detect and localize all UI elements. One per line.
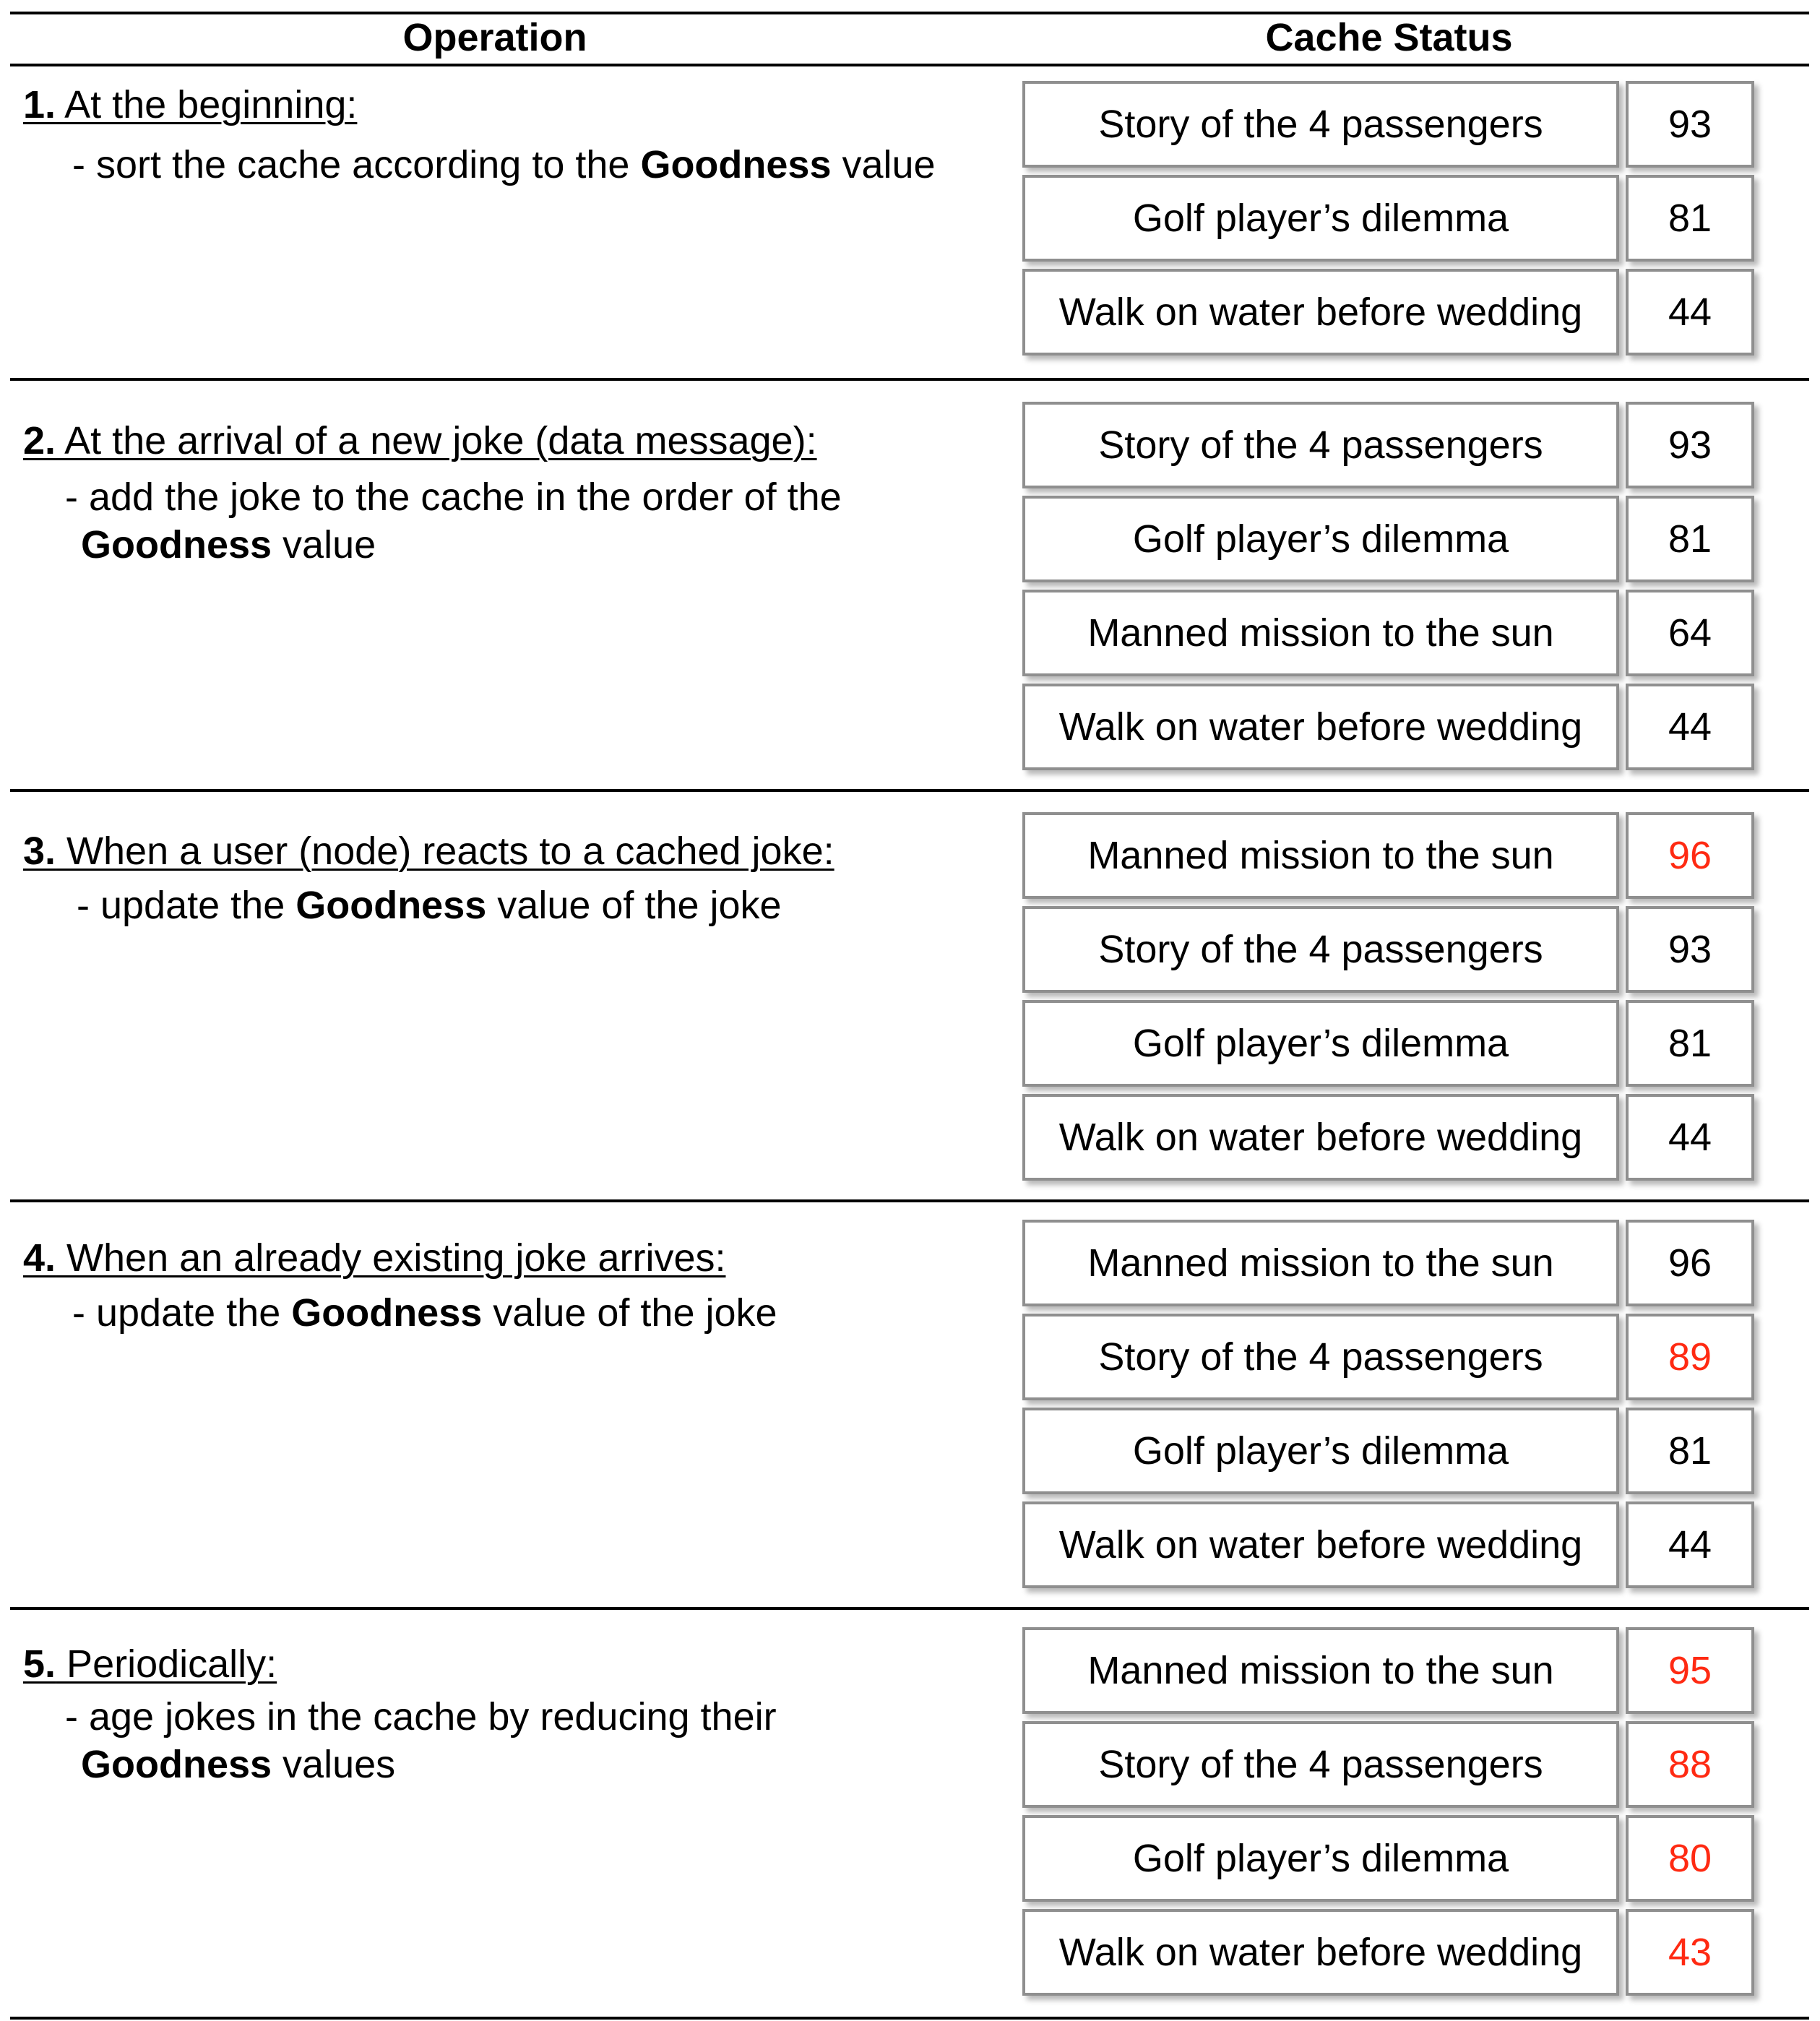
joke-name-cell: Walk on water before wedding (1022, 269, 1619, 355)
cache-entry (1022, 1000, 1756, 1094)
cache-entry (1022, 1627, 1756, 1721)
joke-name-cell: Manned mission to the sun (1022, 812, 1619, 899)
goodness-value-cell: 95 (1626, 1627, 1754, 1714)
operation-title-text: When an already existing joke arrives: (56, 1236, 726, 1280)
operation-title-text: When a user (node) reacts to a cached joke: (56, 829, 834, 873)
goodness-value-cell: 96 (1626, 812, 1754, 899)
description-text: - age jokes in the cache by reducing their (65, 1695, 777, 1738)
description-text: values (272, 1743, 396, 1786)
cache-entry (1022, 906, 1756, 1000)
description-line (65, 1741, 777, 1788)
description-line (72, 141, 936, 189)
row-divider-rule (10, 378, 1809, 381)
cache-entry (1022, 590, 1756, 684)
goodness-value-cell: 43 (1626, 1909, 1754, 1996)
cache-entry (1022, 1408, 1756, 1501)
operation-description (72, 1289, 777, 1337)
goodness-term: Goodness (291, 1291, 483, 1335)
joke-name-cell: Golf player’s dilemma (1022, 1000, 1619, 1087)
goodness-value-cell: 81 (1626, 1000, 1754, 1087)
cache-entry (1022, 684, 1756, 777)
operation-number: 4. (23, 1236, 56, 1280)
operation-description (72, 141, 936, 189)
cache-entry (1022, 175, 1756, 269)
goodness-value-cell: 89 (1626, 1314, 1754, 1400)
goodness-value-cell: 88 (1626, 1721, 1754, 1808)
goodness-term: Goodness (81, 523, 272, 566)
cache-status-list (1022, 812, 1756, 1188)
goodness-value-cell: 64 (1626, 590, 1754, 676)
cache-entry (1022, 1314, 1756, 1408)
description-text: - sort the cache according to the (72, 143, 641, 186)
row-divider-rule (10, 1199, 1809, 1202)
joke-name-cell: Story of the 4 passengers (1022, 81, 1619, 168)
operation-title (23, 826, 834, 876)
joke-name-cell: Golf player’s dilemma (1022, 175, 1619, 262)
description-line (65, 521, 842, 569)
cache-entry (1022, 1220, 1756, 1314)
goodness-value-cell: 93 (1626, 402, 1754, 488)
joke-name-cell: Story of the 4 passengers (1022, 1314, 1619, 1400)
joke-name-cell: Manned mission to the sun (1022, 1627, 1619, 1714)
operation-title (23, 415, 817, 466)
cache-entry (1022, 1909, 1756, 2003)
description-text: value (272, 523, 376, 566)
joke-name-cell: Manned mission to the sun (1022, 590, 1619, 676)
operation-title (23, 1233, 726, 1283)
cache-status-list (1022, 81, 1756, 363)
joke-name-cell: Story of the 4 passengers (1022, 402, 1619, 488)
cache-status-list (1022, 1220, 1756, 1595)
cache-entry (1022, 1721, 1756, 1815)
cache-entry (1022, 269, 1756, 363)
goodness-value-cell: 93 (1626, 906, 1754, 993)
description-text: - update the (77, 884, 296, 927)
goodness-term: Goodness (81, 1743, 272, 1786)
cache-entry (1022, 1501, 1756, 1595)
goodness-value-cell: 96 (1626, 1220, 1754, 1306)
operation-description (65, 473, 842, 569)
description-line (65, 1693, 777, 1741)
description-line (77, 882, 782, 929)
joke-name-cell: Walk on water before wedding (1022, 1909, 1619, 1996)
goodness-value-cell: 93 (1626, 81, 1754, 168)
description-text: value of the joke (486, 884, 782, 927)
joke-name-cell: Story of the 4 passengers (1022, 906, 1619, 993)
goodness-value-cell: 80 (1626, 1815, 1754, 1902)
row-divider-rule (10, 789, 1809, 792)
row-divider-rule (10, 1607, 1809, 1610)
operation-number: 1. (23, 83, 56, 126)
operation-number: 2. (23, 419, 56, 462)
joke-name-cell: Walk on water before wedding (1022, 684, 1619, 770)
description-line (65, 473, 842, 521)
joke-name-cell: Walk on water before wedding (1022, 1094, 1619, 1181)
cache-entry (1022, 812, 1756, 906)
row-divider-rule (10, 2017, 1809, 2020)
cache-entry (1022, 402, 1756, 496)
joke-name-cell: Golf player’s dilemma (1022, 1408, 1619, 1494)
cache-entry (1022, 1094, 1756, 1188)
goodness-value-cell: 81 (1626, 496, 1754, 582)
goodness-value-cell: 44 (1626, 269, 1754, 355)
operation-title (23, 79, 357, 130)
goodness-value-cell: 81 (1626, 175, 1754, 262)
cache-entry (1022, 496, 1756, 590)
goodness-value-cell: 44 (1626, 1094, 1754, 1181)
goodness-value-cell: 81 (1626, 1408, 1754, 1494)
joke-name-cell: Story of the 4 passengers (1022, 1721, 1619, 1808)
description-text: - add the joke to the cache in the order of the (65, 475, 842, 519)
operation-description (77, 882, 782, 929)
operation-description (65, 1693, 777, 1788)
operation-title-text: At the beginning: (56, 83, 358, 126)
joke-name-cell: Golf player’s dilemma (1022, 496, 1619, 582)
operation-title-text: At the arrival of a new joke (data message): (56, 419, 817, 462)
cache-status-list (1022, 1627, 1756, 2003)
description-text: value (831, 143, 936, 186)
cache-status-column-header: Cache Status (1265, 16, 1513, 59)
goodness-term: Goodness (296, 884, 487, 927)
goodness-term: Goodness (640, 143, 832, 186)
cache-status-list (1022, 402, 1756, 777)
operation-number: 5. (23, 1642, 56, 1686)
cache-entry (1022, 81, 1756, 175)
row-divider-rule (10, 64, 1809, 66)
joke-name-cell: Golf player’s dilemma (1022, 1815, 1619, 1902)
operation-title (23, 1639, 277, 1689)
cache-entry (1022, 1815, 1756, 1909)
table-top-rule (10, 12, 1809, 14)
operation-title-text: Periodically: (56, 1642, 277, 1686)
goodness-value-cell: 44 (1626, 684, 1754, 770)
goodness-value-cell: 44 (1626, 1501, 1754, 1588)
description-text: - update the (72, 1291, 292, 1335)
operation-number: 3. (23, 829, 56, 873)
operation-column-header: Operation (402, 16, 587, 59)
joke-name-cell: Manned mission to the sun (1022, 1220, 1619, 1306)
description-line (72, 1289, 777, 1337)
joke-name-cell: Walk on water before wedding (1022, 1501, 1619, 1588)
description-text: value of the joke (482, 1291, 777, 1335)
